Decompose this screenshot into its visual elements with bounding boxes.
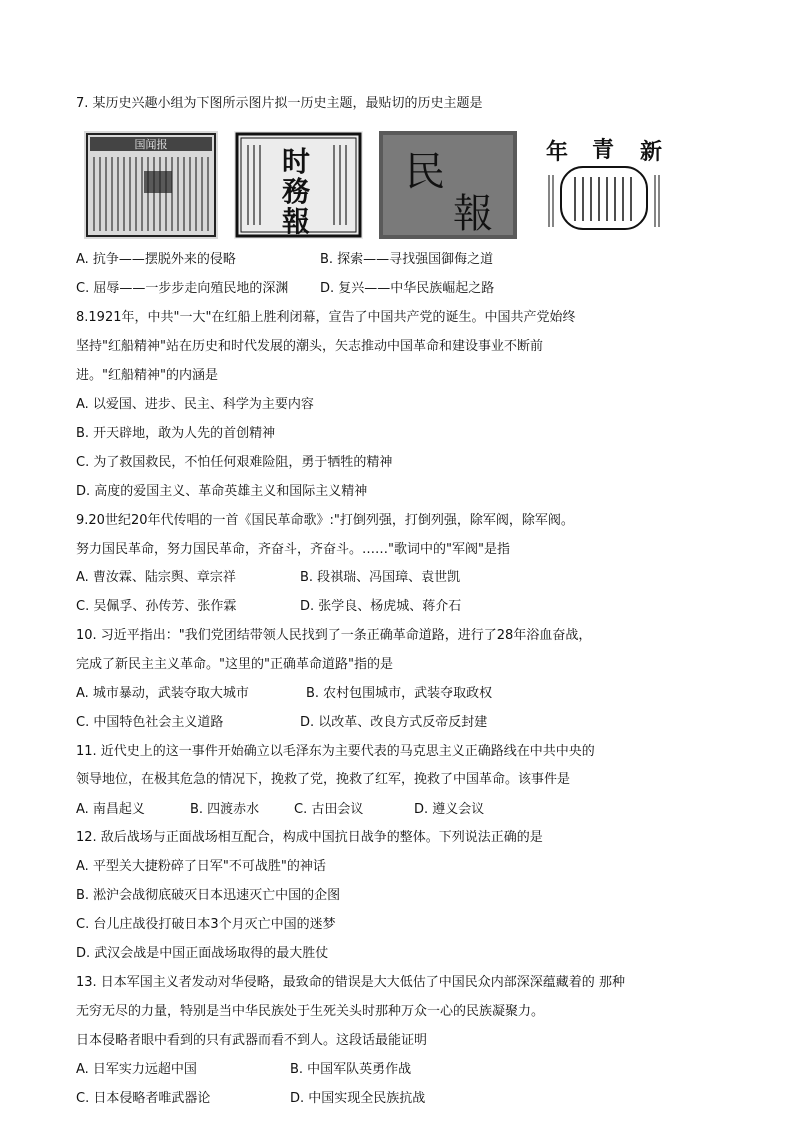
q9-option-d: D. 张学良、杨虎城、蒋介石 <box>300 599 462 614</box>
image-guowenbao <box>84 131 218 239</box>
q8-stem-line-3: 进。"红船精神"的内涵是 <box>76 368 218 383</box>
q13-stem-line-2: 无穷无尽的力量，特别是当中华民族处于生死关头时那种万众一心的民族凝聚力。 <box>76 1004 545 1019</box>
q7-option-a: A. 抗争——摆脱外来的侵略 <box>76 252 236 267</box>
q11-stem-line-2: 领导地位，在极其危急的情况下，挽救了党，挽救了红军，挽救了中国革命。该事件是 <box>76 772 571 787</box>
q8-option-a: A. 以爱国、进步、民主、科学为主要内容 <box>76 397 314 412</box>
q8-option-b: B. 开天辟地，敢为人先的首创精神 <box>76 426 276 441</box>
q9-stem-line-2: 努力国民革命，努力国民革命，齐奋斗，齐奋斗。……"歌词中的"军阀"是指 <box>76 542 510 557</box>
q9-option-a: A. 曹汝霖、陆宗舆、章宗祥 <box>76 570 236 585</box>
q12-option-b: B. 淞沪会战彻底破灭日本迅速灭亡中国的企图 <box>76 888 341 903</box>
image-shiwubao-char-2: 務 <box>281 175 311 208</box>
q10-option-d: D. 以改革、改良方式反帝反封建 <box>300 715 488 730</box>
q7-option-d: D. 复兴——中华民族崛起之路 <box>320 281 495 296</box>
q7-option-c: C. 屈辱——一步步走向殖民地的深渊 <box>76 281 289 296</box>
q11-option-d: D. 遵义会议 <box>414 802 485 817</box>
q12-stem: 12. 敌后战场与正面战场相互配合，构成中国抗日战争的整体。下列说法正确的是 <box>76 830 543 845</box>
image-xinqingnian-char-1: 年 <box>545 139 569 165</box>
q13-option-d: D. 中国实现全民族抗战 <box>290 1091 426 1106</box>
image-shiwubao-char-1: 时 <box>281 145 311 178</box>
q10-stem-line-2: 完成了新民主主义革命。"这里的"正确革命道路"指的是 <box>76 657 393 672</box>
q13-option-c: C. 日本侵略者唯武器论 <box>76 1091 211 1106</box>
q9-option-c: C. 吴佩孚、孙传芳、张作霖 <box>76 599 237 614</box>
image-shiwubao <box>234 131 363 239</box>
image-minbao-char-2: 報 <box>453 191 493 237</box>
image-minbao <box>379 131 517 239</box>
q10-option-c: C. 中国特色社会主义道路 <box>76 715 224 730</box>
q12-option-d: D. 武汉会战是中国正面战场取得的最大胜仗 <box>76 946 329 961</box>
image-shiwubao-char-3: 報 <box>281 205 311 238</box>
q10-option-a: A. 城市暴动，武装夺取大城市 <box>76 686 249 701</box>
q12-option-a: A. 平型关大捷粉碎了日军"不可战胜"的神话 <box>76 859 326 874</box>
q10-option-b: B. 农村包围城市，武装夺取政权 <box>306 686 493 701</box>
q8-option-d: D. 高度的爱国主义、革命英雄主义和国际主义精神 <box>76 484 368 499</box>
image-minbao-char-1: 民 <box>405 149 445 195</box>
q8-stem-line-1: 8.1921年，中共"一大"在红船上胜利闭幕，宣告了中国共产党的诞生。中国共产党始终 <box>76 310 576 325</box>
q7-stem: 7. 某历史兴趣小组为下图所示图片拟一历史主题，最贴切的历史主题是 <box>76 96 483 111</box>
q11-option-b: B. 四渡赤水 <box>190 802 260 817</box>
q11-option-c: C. 古田会议 <box>294 802 364 817</box>
q13-option-a: A. 日军实力远超中国 <box>76 1062 197 1077</box>
q13-stem-line-1: 13. 日本军国主义者发动对华侵略，最致命的错误是大大低估了中国民众内部深深蕴藏着的 那种 <box>76 975 625 990</box>
q9-stem-line-1: 9.20世纪20年代传唱的一首《国民革命歌》:"打倒列强，打倒列强，除军阀，除军阀。 <box>76 513 574 528</box>
q10-stem-line-1: 10. 习近平指出："我们党团结带领人民找到了一条正确革命道路，进行了28年浴血奋战， <box>76 628 592 643</box>
q13-option-b: B. 中国军队英勇作战 <box>290 1062 412 1077</box>
q11-stem-line-1: 11. 近代史上的这一事件开始确立以毛泽东为主要代表的马克思主义正确路线在中共中央的 <box>76 744 595 759</box>
q8-stem-line-2: 坚持"红船精神"站在历史和时代发展的潮头，矢志推动中国革命和建设事业不断前 <box>76 339 543 354</box>
q11-option-a: A. 南昌起义 <box>76 802 145 817</box>
q9-option-b: B. 段祺瑞、冯国璋、袁世凯 <box>300 570 461 585</box>
image-xinqingnian <box>539 131 669 239</box>
q12-option-c: C. 台儿庄战役打破日本3个月灭亡中国的迷梦 <box>76 917 336 932</box>
q13-stem-line-3: 日本侵略者眼中看到的只有武器而看不到人。这段话最能证明 <box>76 1033 428 1048</box>
image-xinqingnian-char-3: 新 <box>639 139 663 165</box>
image-xinqingnian-char-2: 青 <box>591 137 615 163</box>
q7-option-b: B. 探索——寻找强国御侮之道 <box>320 252 494 267</box>
image-guowenbao-title: 国闻报 <box>134 138 168 151</box>
q8-option-c: C. 为了救国救民，不怕任何艰难险阻，勇于牺牲的精神 <box>76 455 393 470</box>
